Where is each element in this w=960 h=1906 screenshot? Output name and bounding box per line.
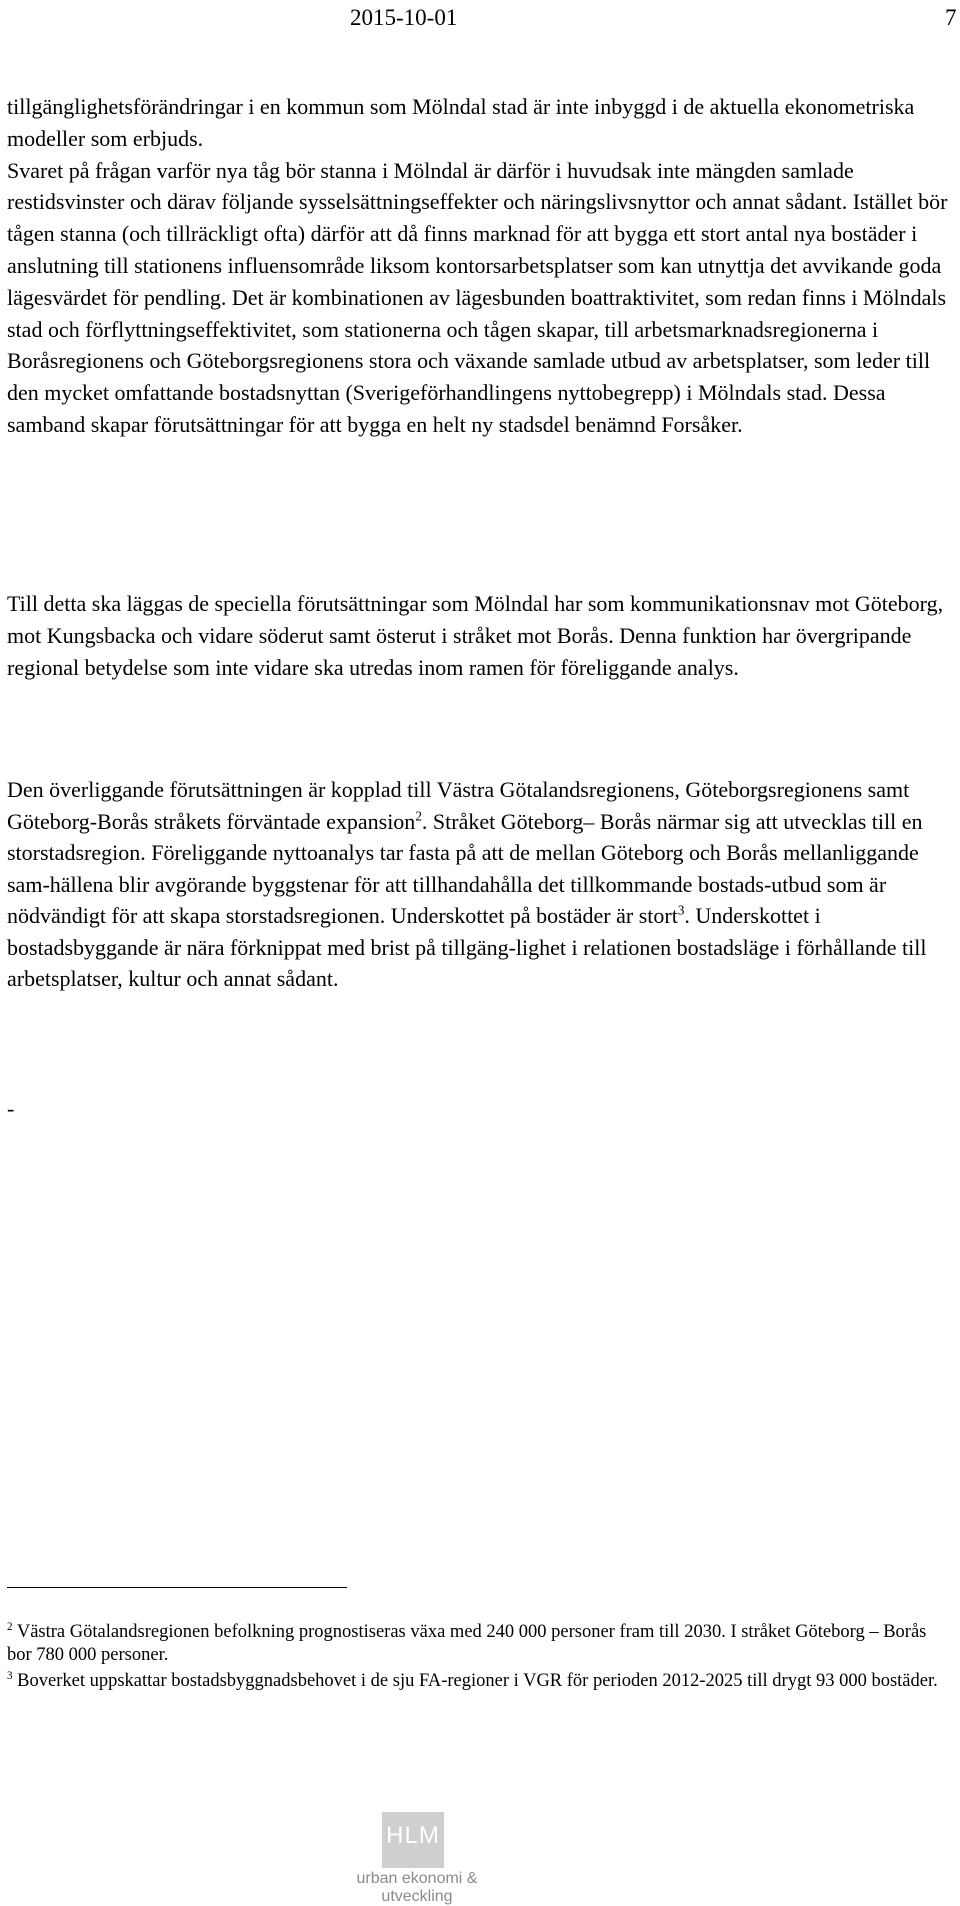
- paragraph-3-part-c: . Underskottet i bostadsbyggande är nära förknippat med brist på tillgäng-lighet i relationen bostadsläge i förhållande till arbetsplatser, kultur och annat sådant.: [7, 903, 927, 991]
- dash-marker: -: [7, 1096, 15, 1121]
- logo-mark: HLM: [386, 1822, 440, 1849]
- paragraph-1: tillgänglighetsförändringar i en kommun som Mölndal stad är inte inbyggd i de aktuella ekonometriska modeller som erbjuds. Svaret på frågan varför nya tåg bör stanna i Mölndal är därför i huvudsak inte mängden samlade restidsvinster och därav följande sysselsättningseffekter och näringslivsnyttor och annat sådant. Istället bör tågen stanna (och tillräckligt ofta) därför att då finns marknad för att bygga ett stort antal nya bostäder i anslutning till stationens influensområde liksom kontorsarbetsplatser som kan utnyttja det avvikande goda lägesvärdet för pendling. Det är kombinationen av lägesbunden boattraktivitet, som redan finns i Mölndals stad och förflyttningseffektivitet, som stationerna och tågen skapar, till arbetsmarknadsregionerna i Boråsregionens och Göteborgsregionens stora och växande samlade utbud av arbetsplatser, som leder till den mycket omfattande bostadsnyttan (Sverigeförhandlingens nyttobegrepp) i Mölndals stad. Dessa samband skapar förutsättningar för att bygga en helt ny stadsdel benämnd Forsåker.: [7, 94, 948, 437]
- header-date: 2015-10-01: [350, 5, 458, 30]
- paragraph-3: [7, 774, 952, 995]
- footnote-2-text: Västra Götalandsregionen befolkning prognostiseras växa med 240 000 personer fram till 2030. I stråket Göteborg – Borås bor 780 000 personer.: [7, 1622, 927, 1665]
- footnote-ref-3[interactable]: 3: [677, 902, 685, 918]
- footnote-2: [7, 1621, 952, 1667]
- footnote-separator: [7, 1587, 347, 1588]
- footnote-ref-2[interactable]: 2: [415, 808, 422, 824]
- paragraph-3-part-b: . Stråket Göteborg– Borås närmar sig att utvecklas till en storstadsregion. Föreliggande nyttoanalys tar fasta på att de mellan Göteborg och Borås mellanliggande sam-hällena blir avgörande byggstenar för att tillhandahålla det tillkommande bostads-utbud som är nödvändigt för att skapa storstadsregionen. Underskottet på bostäder är stort: [7, 808, 923, 928]
- footnote-3-marker: 3: [7, 1669, 13, 1682]
- page-number: 7: [945, 5, 957, 30]
- footnote-3: [7, 1670, 952, 1693]
- footnote-3-text: Boverket uppskattar bostadsbyggnadsbehovet i de sju FA-regioner i VGR för perioden 2012-2025 till drygt 93 000 bostäder.: [12, 1671, 938, 1691]
- footnote-2-marker: 2: [7, 1620, 13, 1633]
- footnotes: [7, 1621, 952, 1696]
- paragraph-2: Till detta ska läggas de speciella förutsättningar som Mölndal har som kommunikationsnav mot Göteborg, mot Kungsbacka och vidare söderut samt österut i stråket mot Borås. Denna funktion har övergripande regional betydelse som inte vidare ska utredas inom ramen för föreliggande analys.: [7, 591, 944, 680]
- logo-tagline: urban ekonomi & utveckling: [356, 1870, 478, 1905]
- hlm-logo: [322, 1812, 512, 1905]
- paragraph-3-part-a: Den överliggande förutsättningen är kopplad till Västra Götalandsregionens, Göteborgsregionens samt Göteborg-Borås stråkets förväntade expansion: [7, 777, 910, 834]
